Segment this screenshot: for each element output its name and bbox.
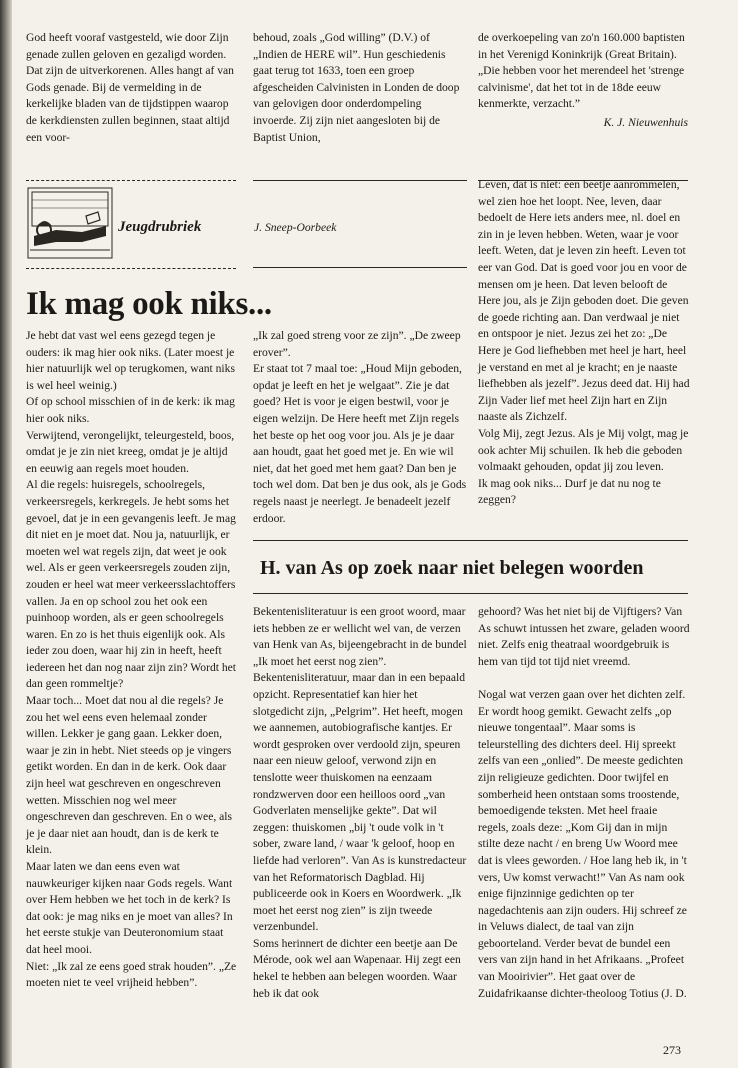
vanas-col2: [253, 604, 467, 1002]
page-number: 273: [663, 1043, 681, 1057]
top-article-text-2: behoud, zoals „God willing” (D.V.) of „Indien de HERE wil”. Hun geschiedenis gaat terug tot 1633, toen een groep afgescheiden Calvinisten in Londen de doop van gelovigen door onderdompeling invoerde. Zij zijn niet aangesloten bij de Baptist Union,: [253, 31, 460, 144]
top-article-text-3: de overkoepeling van zo'n 160.000 baptisten in het Verenigd Koninkrijk (Great Britain). „Die hebben voor het merendeel het 'strenge calvinisme', dat het tot in de 18de eeuw kenmerkte, verzacht.”: [478, 31, 685, 111]
rubriek-bottom-rule: [26, 268, 236, 269]
jeugd-col3-p2: Volg Mij, zegt Jezus. Als je Mij volgt, mag je ook achter Mij schuilen. Ik heb die geboden volmaakt gehouden, opdat jij zou leven.: [478, 426, 689, 474]
top-article-col2: [253, 30, 467, 146]
jeugd-col3-p1: Leven, dat is niet: een beetje aanrommelen, wel zien hoe het loopt. Nee, leven, daar bedoelt de Here iets anders mee, nl. doel en zin in je leven hebben. Weten, waar je voor leeft. Weten, dat je leven zin heeft. Leven tot eer van God. Dat is goed voor jou en voor de mensen om je heen. Dat leven belooft de Here jou, als je Zijn geboden doet. Die geven de goede richting aan. Dan verdwaal je niet en ontspoor je niet. Jezus zei het zo: „De Here je God liefhebben met heel je hart, heel je verstand en met al je kracht; en je naaste liefhebben als jezelf”. Jezus deed dat. Hij had Zijn Vader lief met heel Zijn hart en Zijn naaste als Zichzelf.: [478, 178, 690, 424]
jeugd-col1-p5: Maar toch... Moet dat nou al die regels? Je zou het wel eens even helemaal zonder willen. Lekker je gang gaan. Lekker doen, waar je zin in hebt. Niet steeds op je vingers getikt worden. En dan in de kerk. Ook daar zijn heel wat geschreven en ongeschreven wetten. Misschien nog wel meer ongeschreven dan geschreven. En o wee, als je je daar niet aan houdt, dan is de kerk te klein.: [26, 694, 233, 857]
top-article-signature: K. J. Nieuwenhuis: [603, 115, 688, 129]
jeugd-col1-p7: Niet: „Ik zal ze eens goed strak houden”. „Ze moeten niet te veel vrijheid hebben”.: [26, 959, 237, 990]
binding-shadow: [0, 0, 12, 1068]
jeugd-col1: [26, 328, 240, 992]
top-article-col1: [26, 30, 240, 146]
jeugd-col1-p3: Verwijtend, verongelijkt, teleurgesteld, boos, omdat je je zin niet kreeg, omdat je je altijd en eeuwig aan regels moet houden.: [26, 428, 235, 475]
jeugd-col2-p1: „Ik zal goed streng voor ze zijn”. „De zweep erover”.: [253, 329, 461, 359]
vanas-col2-p3: Soms herinnert de dichter een beetje aan De Mérode, ook wel aan Wapenaar. Hij zegt een hekel te hebben aan belegen woorden. Waar heb ik dat ook: [253, 936, 461, 1000]
jeugd-col2: [253, 328, 467, 527]
rubriek-label: Jeugdrubriek: [118, 219, 202, 235]
top-article-col3: [478, 30, 688, 132]
vanas-col3: [478, 604, 690, 1002]
section-rule-mid: [253, 180, 467, 181]
vanas-bottom-rule: [253, 593, 688, 594]
vanas-col2-p2: Bekentenisliteratuur, maar dan in een bepaald opzicht. Representatief kan hier het slotgedicht zijn, „Pelgrim”. Het heeft, mogen we aannemen, autobiografische kantjes. Er wordt gesproken over verdoold zijn, speuren naar een nieuw geloof, verwond zijn en tenslotte weer thuiskomen na eenzaam rondzwerven door een heilloos oord „van Godverlaten menselijke gekte”. Dat wil zeggen: thuiskomen „bij 't oude volk in 't sober, zware land, / waar 'k geloof, hoop en liefde had verloren”. Van As is kunstredacteur van het Reformatorisch Dagblad. Hij publiceerde ook in Koers en Woordwerk. „Ik moet het eerst nog zien” is zijn tweede verzenbundel.: [253, 671, 467, 934]
jeugd-col2-p2: Er staat tot 7 maal toe: „Houd Mijn geboden, opdat je leeft en het je welgaat”. Zie je dat goed? Het is voor je eigen bestwil, voor je eigen welzijn. De Here heeft met Zijn regels het beste op het oog voor jou. Als je je daar aan houdt, gaat het goed met je. En wie wil niet, dat het goed met hem gaat? Dan ben je toch wel dom. Dat ben je dus ook, als je Gods regels naast je neerlegt. Je benadeelt jezelf erdoor.: [253, 362, 467, 525]
rubriek-author: J. Sneep-Oorbeek: [254, 221, 337, 234]
jeugd-headline: Ik mag ook niks...: [26, 286, 272, 322]
rubriek-top-rule: [26, 180, 236, 181]
vanas-top-rule: [253, 540, 688, 541]
vanas-col3-spacer: [478, 670, 690, 687]
jeugd-col1-p4: Al die regels: huisregels, schoolregels, verkeersregels, kerkregels. Je hebt soms het gevoel, dat je in een gevangenis leeft. Je mag dit niet en je moet dat. Nou ja, natuurlijk, er moeten wel wat regels zijn, dat weet je ook wel. Als er geen verkeersregels zouden zijn, zouden er heel wat meer verkeersslachtoffers vallen. Ja en op school zou het ook een puinhoop worden, als er geen schoolregels waren. En zo is het thuis eigenlijk ook. Als ieder zou doen, waar hij zin in heeft, heeft iedereen het dan nog naar zijn zin? Wordt het dan geen rommeltje?: [26, 478, 237, 691]
author-rule: [253, 267, 467, 268]
vanas-col3-p2: Nogal wat verzen gaan over het dichten zelf. Er wordt hoog gemikt. Gewacht zelfs „op nieuwe tongentaal”. Maar soms is teleurstelling des dichters deel. Hij spreekt zelfs van een „onlied”. De meeste gedichten zijn religieuze gedichten. Door twijfel en somberheid heen ontstaan soms troostende, bemoedigende teksten. Met heel fraaie regels, zoals deze: „Kom Gij dan in mijn stilte deze nacht / en breng Uw Woord mee dat is vlees geworden. / Hoe lang heb ik, in 't vers, Uw komst verwacht!” Van As nam ook enige fijnzinnige gedichten op ter nagedachtenis aan zijn ouders. Hij schreef ze in Veluws dialect, de taal van zijn geboorteland. Verder bevat de bundel een vers van zijn hand in het Afrikaans. „Profeet van Mooirivier”. Het gaat over de Zuidafrikaanse dichter-theoloog Totius (J. D.: [478, 687, 687, 1000]
reading-figure-illustration: [26, 186, 114, 260]
jeugd-col3-p3: Ik mag ook niks... Durf je dat nu nog te zeggen?: [478, 476, 661, 507]
vanas-headline: H. van As op zoek naar niet belegen woorden: [260, 557, 644, 579]
vanas-col3-p1: gehoord? Was het niet bij de Vijftigers? Van As schuwt intussen het zware, geladen woord niet. Zelfs enig theatraal woordgebruik is hem van tijd tot tijd niet vreemd.: [478, 605, 690, 668]
vanas-col2-p1: Bekentenisliteratuur is een groot woord, maar iets hebben ze er wellicht wel van, de verzen van Henk van As, bijeengebracht in de bundel „Ik moet het eerst nog zien”.: [253, 605, 467, 668]
jeugd-col1-p2: Of op school misschien of in de kerk: ik mag hier ook niks.: [26, 395, 235, 425]
jeugd-col1-p1: Je hebt dat vast wel eens gezegd tegen je ouders: ik mag hier ook niks. (Later moest je hier natuurlijk wel op terugkomen, want niks is wel heel weinig.): [26, 329, 235, 392]
jeugd-col1-p6: Maar laten we dan eens even wat nauwkeuriger kijken naar Gods regels. Want over Hem hebben we het toch in de kerk? Is dat ook: je mag niks en je moet van alles? In het eerste stukje van Deuteronomium staat dat heel mooi.: [26, 860, 233, 956]
top-article-text-1: God heeft vooraf vastgesteld, wie door Zijn genade zullen geloven en gezaligd worden. Dat zijn de uitverkorenen. Alles hangt af van Gods genade. Bij de vermelding in de kerkelijke bladen van de tijdstippen waarop de kerkdiensten zullen beginnen, staat altijd een voor-: [26, 31, 234, 144]
jeugd-col3: [478, 177, 690, 509]
